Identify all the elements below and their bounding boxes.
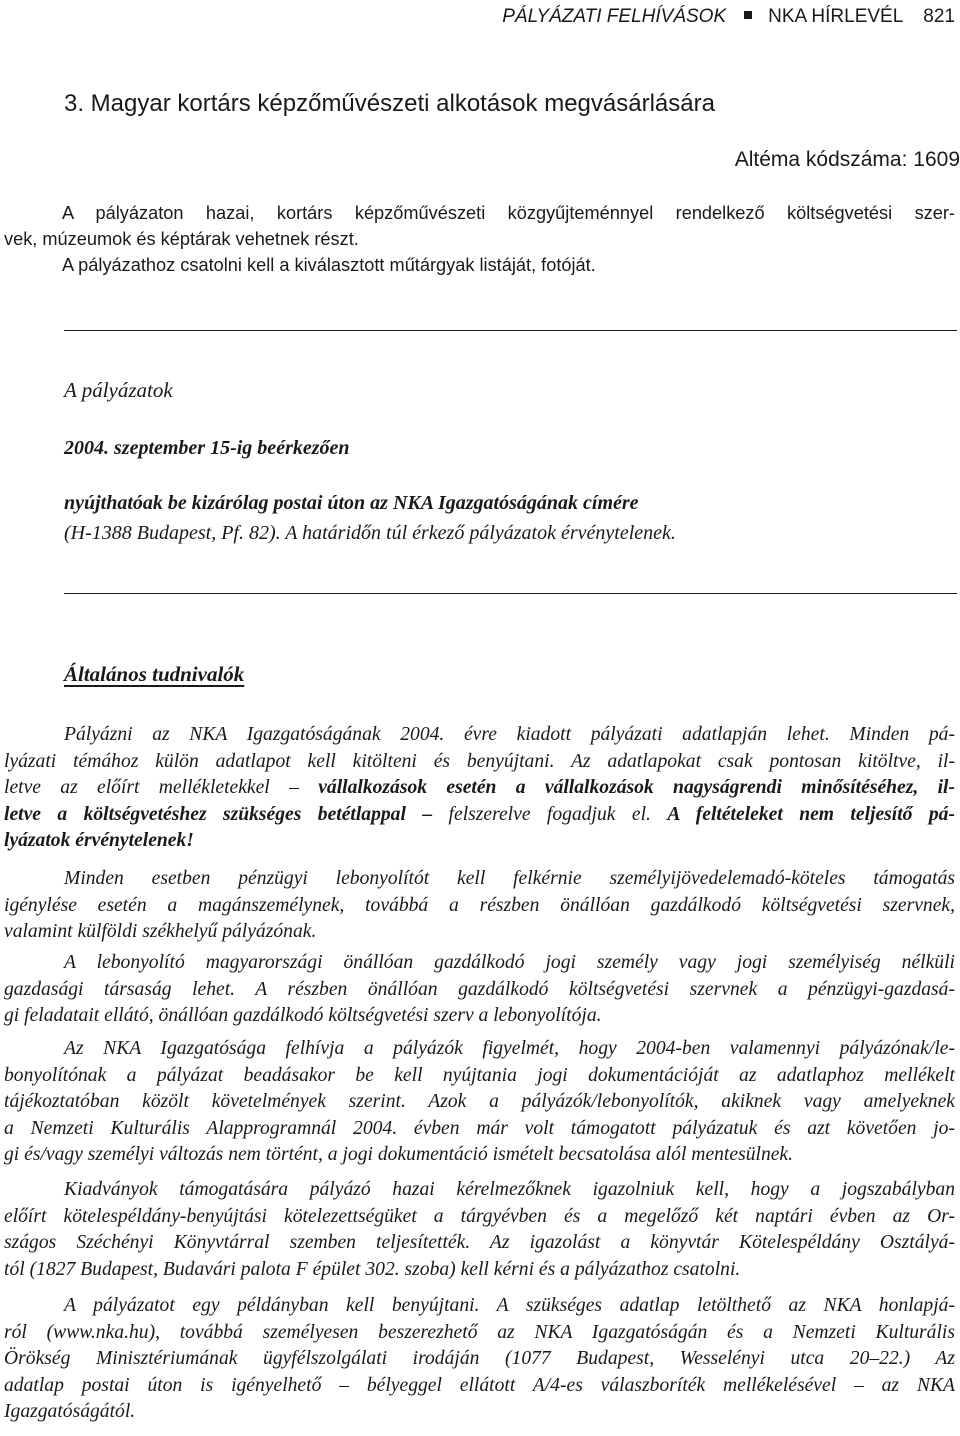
intro-paragraph xyxy=(4,200,955,278)
divider-rule xyxy=(64,593,957,594)
body-line xyxy=(4,1063,955,1090)
body-line xyxy=(4,1204,955,1231)
body-line xyxy=(4,1399,955,1426)
submission-deadline: 2004. szeptember 15-ig beérkezően xyxy=(64,437,350,459)
body-text: valamint külföldi székhelyű pályázónak. xyxy=(4,921,317,942)
body-line xyxy=(4,1373,955,1400)
body-line xyxy=(4,1257,955,1284)
general-paragraph-5 xyxy=(4,1177,955,1283)
body-line xyxy=(4,1346,955,1373)
body-text: Örökség Minisztériumának ügyfélszolgálati irodáján (1077 Budapest, Wesselényi utca 20–22.) Az xyxy=(4,1348,955,1369)
body-text: lyázati témához külön adatlapot kell kitölteni és benyújtani. xyxy=(4,750,555,772)
body-line xyxy=(4,1116,955,1143)
body-line xyxy=(4,722,955,749)
body-line xyxy=(4,1003,955,1030)
general-paragraph-4 xyxy=(4,1036,955,1169)
intro-line: A pályázathoz csatolni kell a kiválasztott műtárgyak listáját, fotóját. xyxy=(62,255,596,275)
submission-line: nyújthatóak be kizárólag postai úton az NKA Igazgatóságának címére xyxy=(64,492,639,514)
running-header-publication: NKA HÍRLEVÉL xyxy=(768,6,904,27)
section-heading: 3. Magyar kortárs képzőművészeti alkotások megvásárlására xyxy=(64,90,715,117)
general-paragraph-1 xyxy=(4,722,955,855)
divider-rule xyxy=(64,330,957,331)
body-text: előírt kötelespéldány-benyújtási kötelezettségüket a tárgyévben és a megelőző két naptári évben az Or- xyxy=(4,1205,955,1227)
body-line xyxy=(4,977,955,1004)
body-text: Pályázni az NKA Igazgatóságának 2004. évre kiadott pályázati adatlapján lehet. Minden pá- xyxy=(64,724,955,745)
body-text: Igazgatóságától. xyxy=(4,1401,136,1422)
general-paragraph-6 xyxy=(4,1293,955,1426)
body-line xyxy=(4,1320,955,1347)
body-text: igénylése esetén a magánszemélynek, továbbá a részben önállóan gazdálkodó költségvetési szervnek, xyxy=(4,894,955,916)
separator-square-icon xyxy=(744,11,752,19)
body-line xyxy=(4,893,955,920)
body-text: Az adatlapokat csak pontosan kitöltve, il- xyxy=(554,750,955,772)
body-line xyxy=(4,1089,955,1116)
body-text: A lebonyolító magyarországi önállóan gazdálkodó jogi személy vagy jogi személyiség nélküli xyxy=(64,952,955,973)
body-line xyxy=(4,1293,955,1320)
intro-line: vek, múzeumok és képtárak vehetnek részt. xyxy=(4,229,359,249)
body-line xyxy=(4,749,955,776)
general-info-heading: Általános tudnivalók xyxy=(64,662,245,686)
body-line xyxy=(4,828,955,855)
running-header xyxy=(0,4,955,30)
body-text: felszerelve fogadjuk el. xyxy=(432,803,668,825)
body-text: Az NKA Igazgatósága felhívja a pályázók figyelmét, hogy 2004-ben valamennyi pályázónak/le- xyxy=(64,1038,955,1059)
submission-line: (H-1388 Budapest, Pf. 82). A határidőn túl érkező pályázatok érvénytelenek. xyxy=(64,522,676,544)
intro-line: A pályázaton hazai, kortárs képzőművészeti közgyűjteménnyel rendelkező költségvetési szer- xyxy=(62,203,955,223)
body-text: Minden esetben pénzügyi lebonyolítót kell felkérnie személyijövedelemadó-köteles támogatás xyxy=(64,868,955,889)
body-line xyxy=(4,950,955,977)
general-paragraph-3 xyxy=(4,950,955,1030)
body-line xyxy=(4,1177,955,1204)
body-line xyxy=(4,1142,955,1169)
body-text: ról (www.nka.hu), továbbá személyesen beszerezhető az NKA Igazgatóságán és a Nemzeti Kulturális xyxy=(4,1321,955,1343)
running-header-section: PÁLYÁZATI FELHÍVÁSOK xyxy=(502,6,727,27)
body-line xyxy=(4,1036,955,1063)
body-line xyxy=(4,775,955,802)
body-text-bold: A feltételeket nem teljesítő pá- xyxy=(667,803,955,825)
subtopic-code: Altéma kódszáma: 1609 xyxy=(734,148,960,171)
body-text: gi feladatait ellátó, önállóan gazdálkodó költségvetési szerv a lebonyolítója. xyxy=(4,1005,602,1026)
body-text: a Nemzeti Kulturális Alapprogramnál 2004. évben már volt támogatott pályázatuk és azt követően jo- xyxy=(4,1117,955,1139)
body-text: tól (1827 Budapest, Budavári palota F épület 302. szoba) kell kérni és a pályázathoz csatolni. xyxy=(4,1258,741,1280)
body-line xyxy=(4,919,955,946)
body-text: tájékoztatóban közölt követelmények szerint. Azok a pályázók/lebonyolítók, akiknek vagy amelyeknek xyxy=(4,1091,955,1112)
general-paragraph-2 xyxy=(4,866,955,946)
body-line xyxy=(4,1230,955,1257)
body-line xyxy=(4,802,955,829)
body-text-bold: lyázatok érvénytelenek! xyxy=(4,830,194,851)
body-text-bold: letve a költségvetéshez szükséges betétlappal – xyxy=(4,803,433,825)
body-text: Kiadványok támogatására pályázó hazai kérelmezőknek igazolniuk kell, hogy a jogszabályban xyxy=(64,1179,955,1200)
body-text: gazdasági társaság lehet. A részben önállóan gazdálkodó költségvetési szervnek a pénzügyi-gazdasá- xyxy=(4,978,955,1000)
body-text: szágos Széchényi Könyvtárral szemben teljesítették. Az igazolást a könyvtár Kötelespéldány Osztályá- xyxy=(4,1232,955,1253)
body-text: bonyolítónak a pályázat beadásakor be kell nyújtania jogi dokumentációját az adatlaphoz mellékelt xyxy=(4,1064,955,1086)
body-line xyxy=(4,866,955,893)
submission-label: A pályázatok xyxy=(64,378,173,402)
body-text: adatlap postai úton is igényelhető – bélyeggel ellátott A/4-es válaszboríték mellékelésével – az NKA xyxy=(4,1374,955,1396)
body-text: letve az előírt mellékletekkel – xyxy=(4,777,319,798)
submission-info xyxy=(64,488,957,548)
body-text-bold: vállalkozások esetén a vállalkozások nagyságrendi minősítéséhez, il- xyxy=(318,777,955,798)
body-text: gi és/vagy személyi változás nem történt, a jogi dokumentáció ismételt becsatolása alól mentesülnek. xyxy=(4,1144,794,1165)
body-text: A pályázatot egy példányban kell benyújtani. A szükséges adatlap letölthető az NKA honlapjá- xyxy=(64,1295,955,1316)
page-number: 821 xyxy=(923,6,955,27)
